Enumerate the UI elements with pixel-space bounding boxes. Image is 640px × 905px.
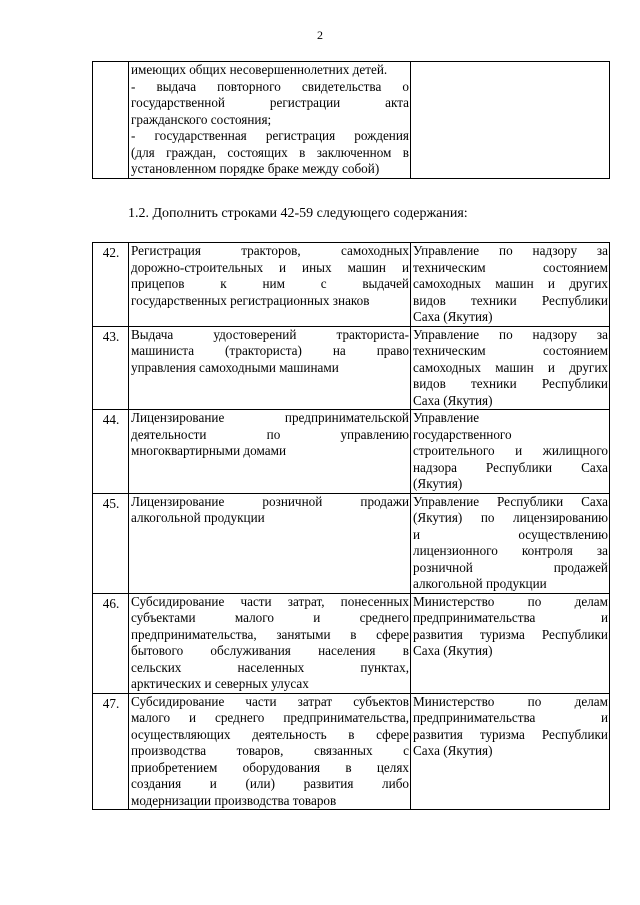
table-row bbox=[93, 326, 610, 410]
text-line: имеющих общих несовершеннолетних детей. bbox=[131, 62, 388, 77]
text-line: субъектами малого и среднего bbox=[131, 610, 409, 625]
text-line: сельских населенных пунктах, bbox=[131, 659, 409, 675]
text-line: строительного и жилищного bbox=[413, 443, 608, 458]
text-line: дорожно-строительных и иных машин и bbox=[131, 259, 409, 275]
text-line: прицепов к ним с выдачей bbox=[131, 276, 409, 291]
agency-cell bbox=[411, 410, 610, 494]
text-line: создания и (или) развития либо bbox=[131, 776, 409, 791]
row-number: 44. bbox=[93, 410, 129, 494]
text-line: техническим состоянием bbox=[413, 343, 608, 358]
text-line: Лицензирование предпринимательской bbox=[131, 410, 409, 425]
text-line: приобретением оборудования в целях bbox=[131, 759, 409, 775]
text-line: деятельности по управлению bbox=[131, 426, 409, 442]
text-line: Управление по надзору за bbox=[413, 243, 608, 258]
text-line: Саха (Якутия) bbox=[413, 743, 493, 758]
text-line: развития туризма Республики bbox=[413, 626, 608, 642]
text-line: малого и среднего предпринимательства, bbox=[131, 710, 409, 725]
service-cell bbox=[129, 593, 411, 693]
text-line: (Якутия) по лицензированию bbox=[413, 510, 608, 525]
table-row bbox=[93, 693, 610, 810]
table-row bbox=[93, 62, 610, 179]
text-line: - выдача повторного свидетельства о bbox=[131, 78, 409, 94]
text-line: Саха (Якутия) bbox=[413, 392, 493, 408]
service-cell bbox=[129, 243, 411, 327]
row-number: 45. bbox=[93, 493, 129, 593]
text-line: видов техники Республики bbox=[413, 292, 608, 308]
agency-cell bbox=[411, 62, 610, 179]
text-line: Субсидирование части затрат субъектов bbox=[131, 693, 409, 709]
text-line: (Якутия) bbox=[413, 476, 463, 491]
table-row bbox=[93, 593, 610, 693]
text-line: Лицензирование розничной продажи bbox=[131, 493, 409, 509]
text-line: техническим состоянием bbox=[413, 259, 608, 275]
text-line: самоходных машин и других bbox=[413, 276, 608, 291]
text-line: установленном порядке браке между собой) bbox=[131, 161, 380, 176]
text-line: производства товаров, связанных с bbox=[131, 743, 409, 758]
continuation-table bbox=[92, 61, 610, 179]
agency-cell bbox=[411, 243, 610, 327]
table-row bbox=[93, 410, 610, 494]
row-number: 42. bbox=[93, 243, 129, 327]
services-table-body bbox=[93, 243, 610, 810]
text-line: Управление Республики Саха bbox=[413, 493, 608, 509]
text-line: предпринимательства и bbox=[413, 710, 608, 725]
text-line: государственных регистрационных знаков bbox=[131, 292, 370, 308]
intro-paragraph: 1.2. Дополнить строками 42-59 следующего содержания: bbox=[128, 206, 468, 221]
text-line: предпринимательства, занятыми в сфере bbox=[131, 626, 409, 642]
text-line: Министерство по делам bbox=[413, 593, 608, 609]
text-line: бытового обслуживания населения в bbox=[131, 643, 409, 658]
text-line: самоходных машин и других bbox=[413, 359, 608, 375]
page-number: 2 bbox=[317, 28, 323, 42]
agency-cell bbox=[411, 593, 610, 693]
row-number: 46. bbox=[93, 593, 129, 693]
text-line: управления самоходными машинами bbox=[131, 359, 339, 375]
agency-cell bbox=[411, 693, 610, 810]
text-line: гражданского состояния; bbox=[131, 111, 272, 127]
service-cell bbox=[129, 326, 411, 410]
text-line: государственной регистрации акта bbox=[131, 95, 409, 110]
text-line: осуществляющих деятельность в сфере bbox=[131, 726, 409, 742]
text-line: - государственная регистрация рождения bbox=[131, 128, 409, 143]
text-line: Управление по надзору за bbox=[413, 326, 608, 342]
text-line: алкогольной продукции bbox=[413, 576, 547, 591]
row-number: 47. bbox=[93, 693, 129, 810]
text-line: многоквартирными домами bbox=[131, 443, 286, 458]
service-cell bbox=[129, 693, 411, 810]
text-line: Регистрация тракторов, самоходных bbox=[131, 243, 409, 258]
text-line: (для граждан, состоящих в заключенном в bbox=[131, 144, 409, 160]
text-line: видов техники Республики bbox=[413, 376, 608, 391]
text-line: Управление bbox=[413, 410, 480, 425]
service-cell bbox=[129, 62, 411, 179]
text-line: алкогольной продукции bbox=[131, 510, 265, 525]
agency-cell bbox=[411, 493, 610, 593]
agency-cell bbox=[411, 326, 610, 410]
text-line: государственного bbox=[413, 426, 512, 442]
text-line: розничной продажей bbox=[413, 559, 608, 575]
table-row bbox=[93, 243, 610, 327]
service-cell bbox=[129, 493, 411, 593]
text-line: Саха (Якутия) bbox=[413, 309, 493, 324]
services-table bbox=[92, 242, 610, 810]
text-line: модернизации производства товаров bbox=[131, 792, 337, 808]
text-line: Выдача удостоверений тракториста- bbox=[131, 326, 409, 342]
service-cell bbox=[129, 410, 411, 494]
text-line: предпринимательства и bbox=[413, 610, 608, 625]
text-line: и осуществлению bbox=[413, 526, 608, 542]
row-number: 43. bbox=[93, 326, 129, 410]
text-line: Субсидирование части затрат, понесенных bbox=[131, 593, 409, 609]
table-row bbox=[93, 493, 610, 593]
text-line: арктических и северных улусах bbox=[131, 676, 309, 691]
text-line: Министерство по делам bbox=[413, 693, 608, 709]
text-line: Саха (Якутия) bbox=[413, 643, 493, 658]
text-line: развития туризма Республики bbox=[413, 726, 608, 742]
number-cell bbox=[93, 62, 129, 179]
text-line: лицензионного контроля за bbox=[413, 543, 608, 558]
text-line: надзора Республики Саха bbox=[413, 459, 608, 475]
text-line: машиниста (тракториста) на право bbox=[131, 343, 409, 358]
